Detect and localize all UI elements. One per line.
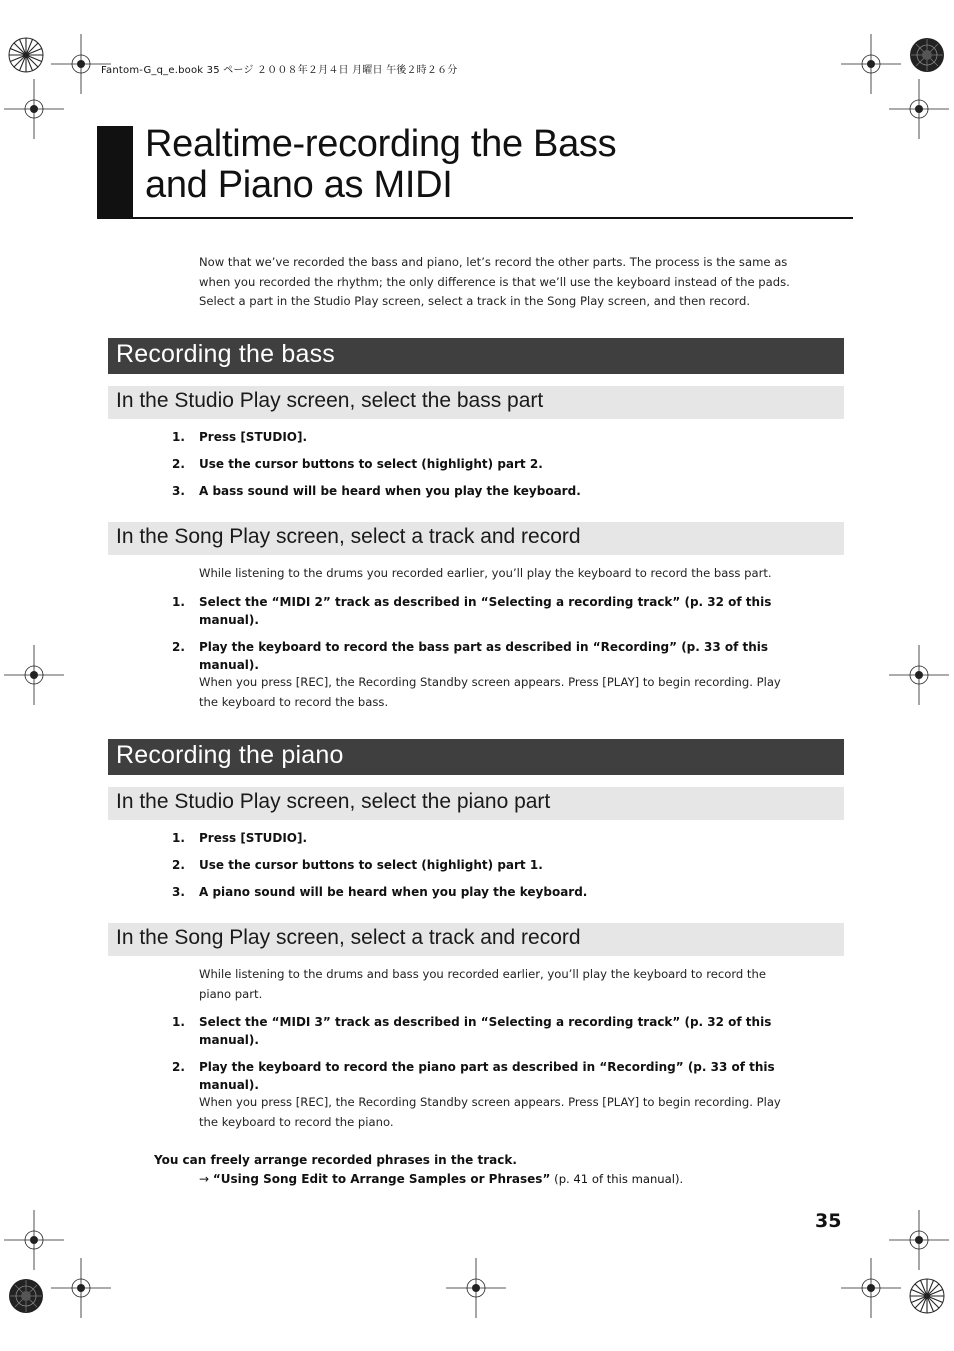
page-title — [145, 124, 616, 206]
subsection-heading-text: In the Song Play screen, select a track and record — [116, 525, 581, 548]
registration-mark-icon — [4, 79, 64, 139]
title-rule — [97, 217, 853, 219]
registration-mark-icon — [889, 645, 949, 705]
page-title-line-2: and Piano as MIDI — [145, 164, 453, 206]
registration-mark-icon — [446, 1258, 506, 1318]
title-accent-bar — [97, 126, 133, 219]
cross-reference-link[interactable]: “Using Song Edit to Arrange Samples or Phrases” — [212, 1172, 551, 1186]
step-text: A piano sound will be heard when you play the keyboard. — [199, 885, 588, 899]
step-note: When you press [REC], the Recording Standby screen appears. Press [PLAY] to begin recording. Play the keyboard to record the piano. — [199, 1095, 781, 1129]
step-number: 1. — [172, 1015, 185, 1029]
step-text: Press [STUDIO]. — [199, 831, 308, 845]
cross-reference — [199, 1170, 683, 1188]
step-number: 1. — [172, 595, 185, 609]
step-text: Play the keyboard to record the piano part as described in “Recording” (p. 33 of this manual). — [199, 1060, 775, 1092]
step-text: Select the “MIDI 2” track as described in “Selecting a recording track” (p. 32 of this manual). — [199, 595, 772, 627]
step-text: Use the cursor buttons to select (highlight) part 2. — [199, 457, 543, 471]
lead-paragraph: While listening to the drums you recorded earlier, you’ll play the keyboard to record the bass part. — [199, 566, 772, 580]
page-title-line-1: Realtime-recording the Bass — [145, 123, 617, 165]
color-calibration-icon — [6, 1276, 46, 1316]
registration-mark-icon — [51, 1258, 111, 1318]
step-text: Select the “MIDI 3” track as described in “Selecting a recording track” (p. 32 of this manual). — [199, 1015, 772, 1047]
registration-mark-icon — [4, 645, 64, 705]
page-number: 35 — [815, 1210, 842, 1232]
subsection-heading-piano-studio — [108, 787, 844, 820]
section-heading-bass — [108, 338, 844, 374]
step-note: When you press [REC], the Recording Standby screen appears. Press [PLAY] to begin recording. Play the keyboard to record the bass. — [199, 675, 781, 709]
subsection-heading-text: In the Song Play screen, select a track and record — [116, 926, 581, 949]
section-heading-text: Recording the bass — [116, 340, 336, 368]
step-text: Press [STUDIO]. — [199, 430, 308, 444]
color-calibration-icon — [907, 1276, 947, 1316]
step-text: Use the cursor buttons to select (highlight) part 1. — [199, 858, 543, 872]
subsection-heading-text: In the Studio Play screen, select the piano part — [116, 790, 551, 813]
registration-mark-icon — [841, 1258, 901, 1318]
section-heading-piano — [108, 739, 844, 775]
step-number: 2. — [172, 858, 185, 872]
step-number: 2. — [172, 1060, 185, 1074]
step-text: Play the keyboard to record the bass part as described in “Recording” (p. 33 of this manual). — [199, 640, 769, 672]
tip-text: You can freely arrange recorded phrases in the track. — [154, 1153, 517, 1167]
subsection-heading-text: In the Studio Play screen, select the bass part — [116, 389, 544, 412]
color-calibration-icon — [907, 35, 947, 75]
subsection-heading-bass-studio — [108, 386, 844, 419]
step-number: 1. — [172, 430, 185, 444]
step-number: 2. — [172, 640, 185, 654]
color-calibration-icon — [6, 35, 46, 75]
cross-reference-page: (p. 41 of this manual). — [554, 1172, 684, 1186]
lead-paragraph: While listening to the drums and bass you recorded earlier, you’ll play the keyboard to record the piano part. — [199, 967, 766, 1001]
section-heading-text: Recording the piano — [116, 741, 344, 769]
step-number: 3. — [172, 885, 185, 899]
intro-paragraph: Now that we’ve recorded the bass and piano, let’s record the other parts. The process is the same as when you recorded the rhythm; the only difference is that we’ll use the keyboard instead of the pads. Select a part in the Studio Play screen, select a track in the Song Play screen, and then record. — [199, 255, 790, 308]
step-number: 2. — [172, 457, 185, 471]
subsection-heading-piano-song — [108, 923, 844, 956]
print-header: Fantom-G_q_e.book 35 ページ ２００８年２月４日 月曜日 午後２時２６分 — [101, 65, 458, 76]
subsection-heading-bass-song — [108, 522, 844, 555]
arrow-icon: → — [199, 1172, 210, 1186]
step-number: 1. — [172, 831, 185, 845]
registration-mark-icon — [889, 79, 949, 139]
step-number: 3. — [172, 484, 185, 498]
step-text: A bass sound will be heard when you play the keyboard. — [199, 484, 581, 498]
